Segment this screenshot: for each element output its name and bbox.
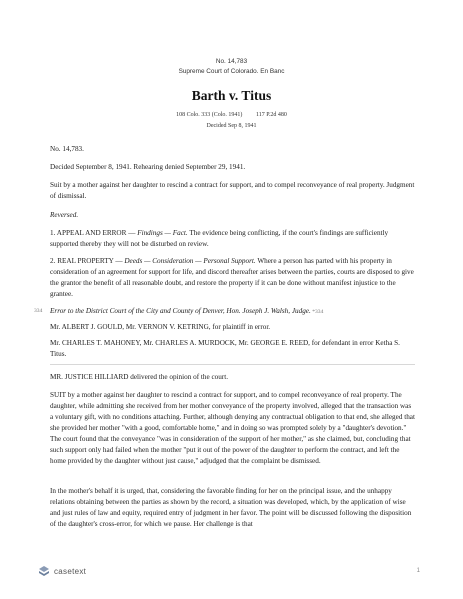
summary-paragraph: Suit by a mother against her daughter to rescind a contract for support, and to compel reconveyance of real property. Judgment of dismissal. bbox=[50, 181, 415, 200]
case-number-line: No. 14,783. bbox=[50, 145, 84, 153]
case-title: Barth v. Titus bbox=[191, 88, 272, 103]
opinion-intro: MR. JUSTICE HILLIARD delivered the opinion of the court. bbox=[50, 373, 229, 381]
counsel-defendant: Mr. CHARLES T. MAHONEY, Mr. CHARLES A. MURDOCK, Mr. GEORGE E. REED, for defendant in error Ketha S. Titus. bbox=[50, 339, 400, 358]
case-number-header: No. 14,783 bbox=[215, 58, 248, 65]
disposition: Reversed. bbox=[50, 211, 79, 219]
casetext-logo[interactable] bbox=[38, 565, 86, 577]
opinion-paragraph-1: SUIT by a mother against her daughter to rescind a contract for support, and to compel reconveyance of real property. The daughter, while admitting she received from her mother conveyance of the property involved, alleged that the transaction was a voluntary gift, with no conditions attaching. Further, although denying any contractual obligation to that end, she alleged that she provided her mother "with a good, comfortable home," and in doing so was prompted solely by a "daughter's devotion." The court found that the conveyance "was in consideration of the support of her mother," as she claimed, but, concluding that such support only had failed when the mother "put it out of the power of the daughter to perform the contract, and left the home provided by the daughter without just cause," adjudged that the complaint be dismissed. bbox=[50, 391, 415, 465]
citation-p2d: 117 P.2d 480 bbox=[255, 112, 287, 118]
section-divider bbox=[50, 364, 415, 365]
citations bbox=[0, 112, 463, 118]
opinion-paragraph-2: In the mother's behalf it is urged, that, considering the favorable finding for her on the principal issue, and the unhappy relations obtaining between the parties as shown by the record, a situation was developed, which, by the application of wise and just rules of law and equity, required entry of judgment in her favor. The point will be discussed following the disposition of the daughter's cross-error, for which we pause. Her challenge is that bbox=[50, 487, 412, 528]
margin-page-marker: 334 bbox=[34, 308, 43, 314]
casetext-mark-icon bbox=[38, 565, 50, 577]
decided-paragraph: Decided September 8, 1941. Rehearing denied September 29, 1941. bbox=[50, 163, 246, 171]
counsel-plaintiff: Mr. ALBERT J. GOULD, Mr. VERNON V. KETRING, for plaintiff in error. bbox=[50, 323, 271, 331]
court-name: Supreme Court of Colorado. En Banc bbox=[178, 68, 285, 75]
headnote-1: 1. APPEAL AND ERROR — Findings — Fact. The evidence being conflicting, if the court's findings are sufficiently supported thereby they will not be disturbed on review. bbox=[50, 229, 389, 248]
citation-colo: 108 Colo. 333 (Colo. 1941) bbox=[176, 112, 243, 118]
decided-date: Decided Sep 8, 1941 bbox=[206, 123, 257, 129]
page-number: 1 bbox=[416, 568, 420, 574]
casetext-brand: casetext bbox=[54, 566, 87, 576]
headnote-2: 2. REAL PROPERTY — Deeds — Consideration — Personal Support. Where a person has parted with his property in consideration of an agreement for support for life, and discord thereafter arises between the parties, courts are disposed to give the grantor the benefit of all reasonable doubt, and restore the property if it can be done without manifest injustice to the grantee. bbox=[50, 257, 414, 298]
error-to-court-line: Error to the District Court of the City and County of Denver, Hon. Joseph J. Walsh, Judge. *334 bbox=[50, 307, 324, 315]
